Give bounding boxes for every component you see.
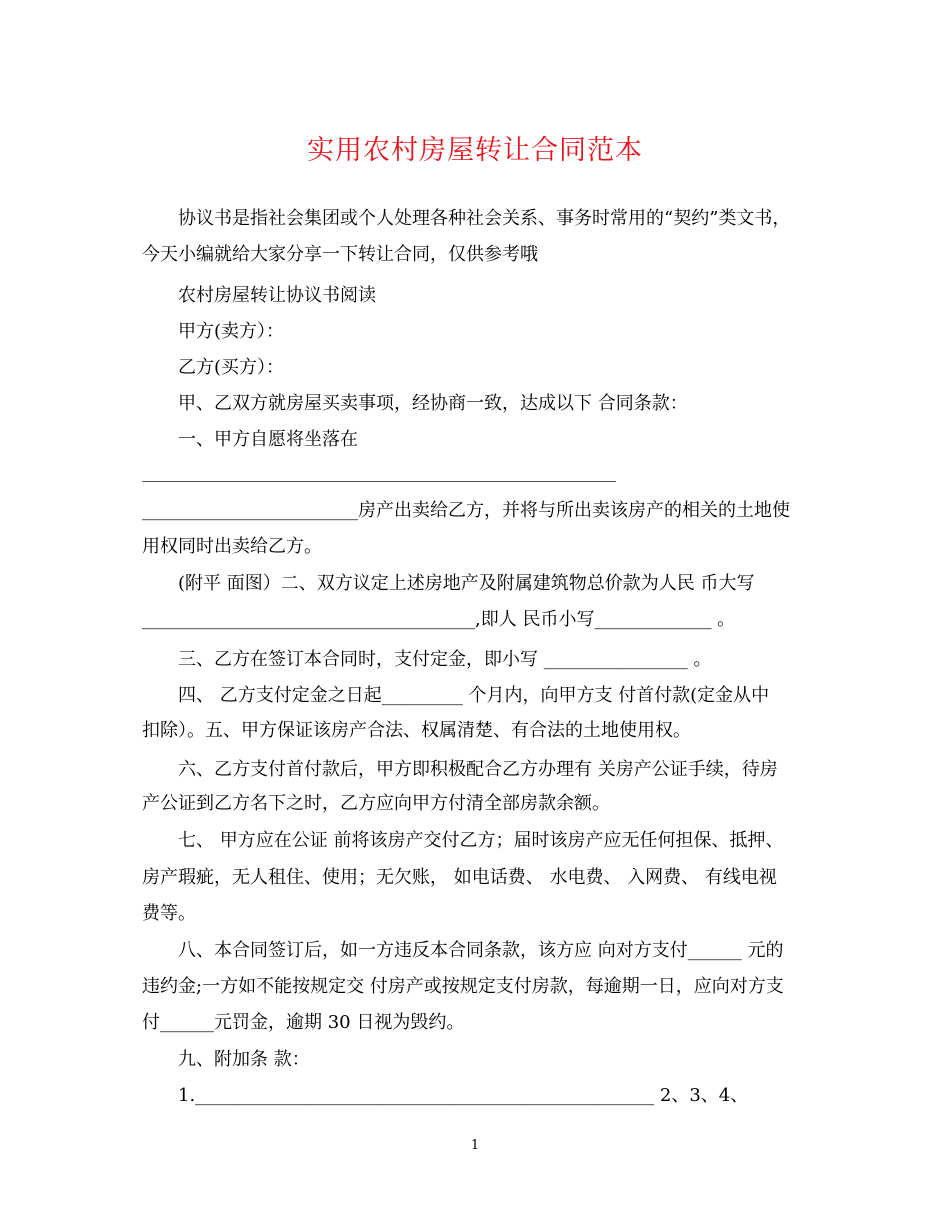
paragraph-line: _____________________________________,即人 民币小写_____________ 。 bbox=[142, 609, 736, 630]
clause-4-line: 四、 乙方支付定金之日起_________ 个月内，向甲方支 付首付款(定金从中 bbox=[178, 685, 770, 706]
additional-items-line: 1.___________________________________________________ 2、3、4、 bbox=[178, 1085, 749, 1106]
clause-9-line: 九、附加条 款： bbox=[178, 1049, 310, 1070]
clause-5-line: 扣除）。五、甲方保证该房产合法、权属清楚、有合法的土地使用权。 bbox=[142, 720, 691, 741]
clause-3-line: 三、乙方在签订本合同时，支付定金，即小写 ________________ 。 bbox=[178, 649, 712, 670]
party-b-line: 乙方(买方）： bbox=[178, 357, 285, 378]
paragraph-line: 协议书是指社会集团或个人处理各种社会关系、事务时常用的“契约”类文书， bbox=[178, 208, 791, 229]
party-a-line: 甲方(卖方）： bbox=[178, 321, 285, 342]
paragraph-line: 农村房屋转让协议书阅读 bbox=[178, 285, 376, 306]
paragraph-line: 用权同时出卖给乙方。 bbox=[142, 536, 322, 557]
paragraph-line: 甲、乙双方就房屋买卖事项，经协商一致，达成以下 合同条款： bbox=[178, 393, 688, 414]
page-number: 1 bbox=[470, 1138, 480, 1153]
clause-7-line: 七、 甲方应在公证 前将该房产交付乙方；届时该房产应无任何担保、抵押、 bbox=[178, 830, 784, 851]
address-blank-rule bbox=[142, 481, 616, 482]
clause-1-line: 一、甲方自愿将坐落在 bbox=[178, 429, 358, 450]
clause-6-line: 六、乙方支付首付款后，甲方即积极配合乙方办理有 关房产公证手续，待房 bbox=[178, 759, 778, 780]
document-title: 实用农村房屋转让合同范本 bbox=[307, 135, 643, 166]
paragraph-line: 费等。 bbox=[142, 903, 196, 924]
clause-8-line: 八、本合同签订后，如一方违反本合同条款，该方应 向对方支付______ 元的 bbox=[178, 940, 784, 961]
paragraph-line: 产公证到乙方名下之时，乙方应向甲方付清全部房款余额。 bbox=[142, 793, 610, 814]
paragraph-line: 今天小编就给大家分享一下转让合同，仅供参考哦 bbox=[142, 244, 538, 265]
paragraph-line: 付______元罚金，逾期 30 日视为毁约。 bbox=[142, 1012, 465, 1033]
clause-2-line: (附平 面图）二、双方议定上述房地产及附属建筑物总价款为人民 币大写 bbox=[178, 573, 755, 594]
paragraph-line: 房产瑕疵，无人租住、使用；无欠账， 如电话费、 水电费、 入网费、 有线电视 bbox=[142, 867, 777, 888]
paragraph-line: 违约金;一方如不能按规定交 付房产或按规定支付房款，每逾期一日，应向对方支 bbox=[142, 976, 784, 997]
paragraph-line: ________________________房产出卖给乙方，并将与所出卖该房产的相关的土地使 bbox=[142, 500, 790, 521]
